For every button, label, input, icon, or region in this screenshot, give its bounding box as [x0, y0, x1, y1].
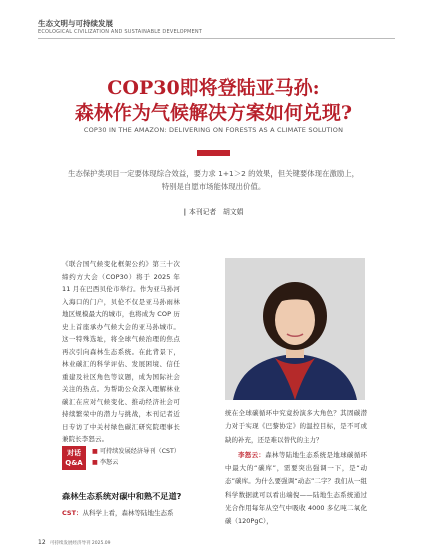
qa-badge-line-2: Q&A: [65, 459, 83, 467]
square-bullet-icon: ■: [92, 459, 98, 466]
qa-participant-interviewee: [92, 457, 180, 468]
article-intro: 《联合国气候变化框架公约》第三十次缔约方大会（COP30）将于 2025 年 11 月在巴西贝伦市举行。作为亚马孙河入海口的门户，贝伦不仅是亚马孙雨林地区规模最大的城市，也将成为 COP 历史上首座承办气候大会的亚马孙城市。这一特殊选址，将全球气候治理的焦点再次引向森林生态系统。在此背景下，林业碳汇的科学评估、发展困境、信任重建及社区角色等议题，成为国际社会关注的热点。为帮助公众深入理解林业碳汇在应对气候变化、推动经济社会可持续繁荣中的潜力与挑战，本刊记者近日专访了中关村绿色碳汇研究院理事长兼院长李怒云。: [62, 260, 180, 443]
qa-badge: [62, 446, 86, 470]
summary-line-2: 特别是自愿市场能体现出价值。: [161, 182, 266, 191]
byline-mark: |: [183, 208, 187, 216]
summary-line-1: 生态保护类项目一定要体现综合效益，要力求 1+1＞2 的效果，但关键要体现在激励上，: [67, 169, 360, 178]
answer-paragraph: [225, 449, 367, 529]
answer-text: 森林等陆地生态系统是地球碳循环中最大的“碳库”，需要突出强调一下，是“动态”碳库。为什么要强调“动态”二字？我们从一组科学数据就可以看出端倪——陆地生态系统通过光合作用每年从空气中吸收 4000 多亿吨二氧化碳（120PgC），: [225, 450, 368, 526]
page-number: 12: [38, 539, 46, 546]
byline: [0, 206, 427, 216]
byline-text: 本刊记者 胡文娟: [189, 208, 244, 216]
qa-participant-interviewee-text: 李怒云: [99, 459, 119, 466]
square-bullet-icon: ■: [92, 448, 98, 455]
journal-footer: 可持续发展经济导刊 2025.09: [50, 541, 111, 546]
question-continuation: 统在全球碳循环中究竟扮演多大角色？其固碳潜力对于实现《巴黎协定》的温控目标，是不可或缺的补充，还是难以替代的主力？: [225, 409, 367, 444]
interviewee-photo: [225, 258, 365, 400]
article-summary: [60, 167, 367, 193]
answer-speaker: 李怒云：: [238, 450, 266, 459]
qa-participants: [92, 446, 180, 468]
cst-text: 从科学上看，森林等陆地生态系: [82, 509, 174, 517]
header-divider: [38, 38, 395, 39]
cst-question-start: [62, 507, 192, 519]
article-title-english: COP30 IN THE AMAZON: DELIVERING ON FORESTS AS A CLIMATE SOLUTION: [83, 126, 344, 134]
qa-participant-cst: [92, 446, 180, 457]
article-title: [0, 76, 427, 126]
cst-label: CST：: [62, 509, 83, 517]
qa-badge-line-1: 对话: [67, 449, 81, 457]
qa-participant-cst-text: 可持续发展经济导刊（CST）: [99, 448, 180, 455]
question-heading: 森林生态系统对碳中和熟不足道?: [62, 491, 182, 501]
article-title-line-1: COP30即将登陆亚马孙:: [107, 77, 320, 99]
header-section-subtitle: ECOLOGICAL CIVILIZATION AND SUSTAINABLE DEVELOPMENT: [38, 29, 203, 35]
title-accent-bar: [197, 150, 230, 156]
right-column-text: [225, 407, 367, 529]
article-title-line-2: 森林作为气候解决方案如何兑现?: [74, 102, 353, 124]
header-section-title: 生态文明与可持续发展: [38, 19, 113, 28]
